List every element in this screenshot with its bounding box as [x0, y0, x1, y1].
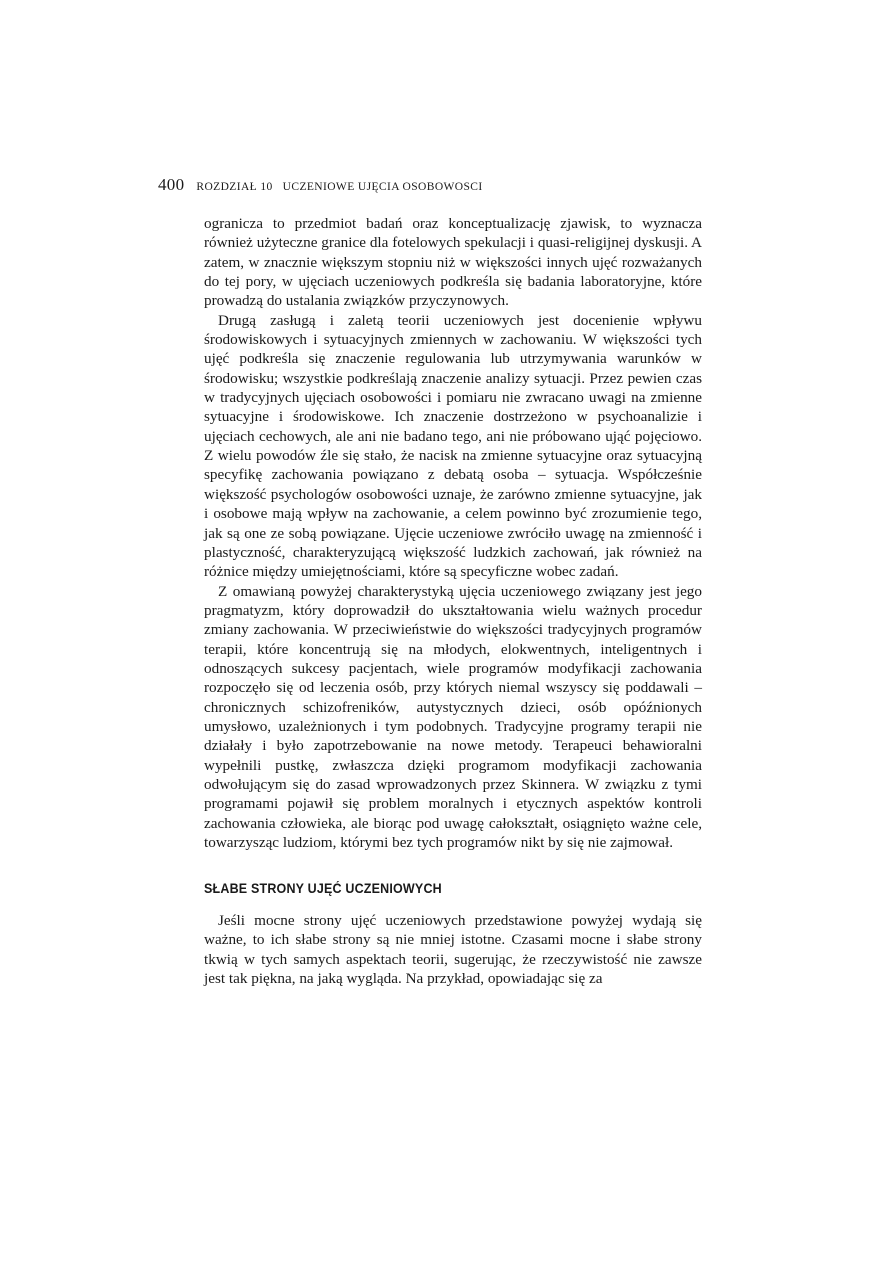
section-body [204, 911, 702, 988]
page-number: 400 [158, 175, 185, 194]
body-text [204, 214, 702, 852]
paragraph-pragmatism: Z omawianą powyżej charakterystyką ujęcia uczeniowego związany jest jego pragmatyzm, który doprowadził do ukształtowania wielu ważnych procedur zmiany zachowania. W przeciwieństwie do większości tradycyjnych programów terapii, które koncentrują się na młodych, elokwentnych, inteligentnych i odnoszących sukcesy pacjentach, wiele programów modyfikacji zachowania rozpoczęło się od leczenia osób, przy których niemal wszyscy się poddawali – chronicznych schizofreników, autystycznych dzieci, osób opóźnionych umysłowo, uzależnionych i tym podobnych. Tradycyjne programy terapii nie działały i było zapotrzebowanie na nowe metody. Terapeuci behawioralni wypełnili pustkę, zwłaszcza dzięki programom modyfikacji zachowania odwołującym się do zasad wprowadzonych przez Skinnera. W związku z tymi programami pojawił się problem moralnych i etycznych aspektów kontroli zachowania człowieka, ale biorąc pod uwagę całokształt, osiągnięto ważne cele, towarzysząc ludziom, którymi bez tych programów nikt by się nie zajmował. [204, 582, 702, 851]
section-heading: SŁABE STRONY UJĘĆ UCZENIOWYCH [204, 881, 442, 896]
paragraph-continued: ogranicza to przedmiot badań oraz konceptualizację zjawisk, to wyznacza również użyteczne granice dla fotelowych spekulacji i quasi-religijnej dyskusji. A zatem, w znacznie większym stopniu niż w większości innych ujęć rozważanych do tej pory, w ujęciach uczeniowych podkreśla się badania laboratoryjne, które prowadzą do ustalania związków przyczynowych. [204, 215, 702, 310]
running-header [158, 175, 718, 197]
chapter-label: ROZDZIAŁ 10 [196, 181, 273, 193]
paragraph-environmental-variables: Drugą zasługą i zaletą teorii uczeniowych jest docenienie wpływu środowiskowych i sytuacyjnych zmiennych w zachowaniu. W większości tych ujęć podkreśla się znaczenie regulowania lub utrzymywania warunków w środowisku; wszystkie podkreślają znaczenie analizy sytuacji. Przez pewien czas w tradycyjnych ujęciach osobowości i pomiaru nie zwracano uwagi na zmienne sytuacyjne i środowiskowe. Ich znaczenie dostrzeżono w psychoanalizie i ujęciach cechowych, ale ani nie badano tego, ani nie próbowano ująć pojęciowo. Z wielu powodów źle się stało, że nacisk na zmienne sytuacyjne oraz sytuacyjną specyfikę zachowania powiązano z debatą osoba – sytuacja. Współcześnie większość psychologów osobowości uznaje, że zarówno zmienne sytuacyjne, jak i osobowe mają wpływ na zachowanie, a celem powinno być zrozumienie tego, jak są one ze sobą powiązane. Ujęcie uczeniowe zwróciło uwagę na zmienność i plastyczność, charakteryzującą większość ludzkich zachowań, jak również na różnice między umiejętnościami, które są specyficzne wobec zadań. [204, 311, 702, 581]
paragraph-weaknesses: Jeśli mocne strony ujęć uczeniowych przedstawione powyżej wydają się ważne, to ich słabe strony są nie mniej istotne. Czasami mocne i słabe strony tkwią w tych samych aspektach teorii, sugerując, że rzeczywistość nie zawsze jest tak piękna, na jaką wygląda. Na przykład, opowiadając się za [204, 912, 702, 988]
running-title: UCZENIOWE UJĘCIA OSOBOWOSCI [282, 181, 483, 193]
